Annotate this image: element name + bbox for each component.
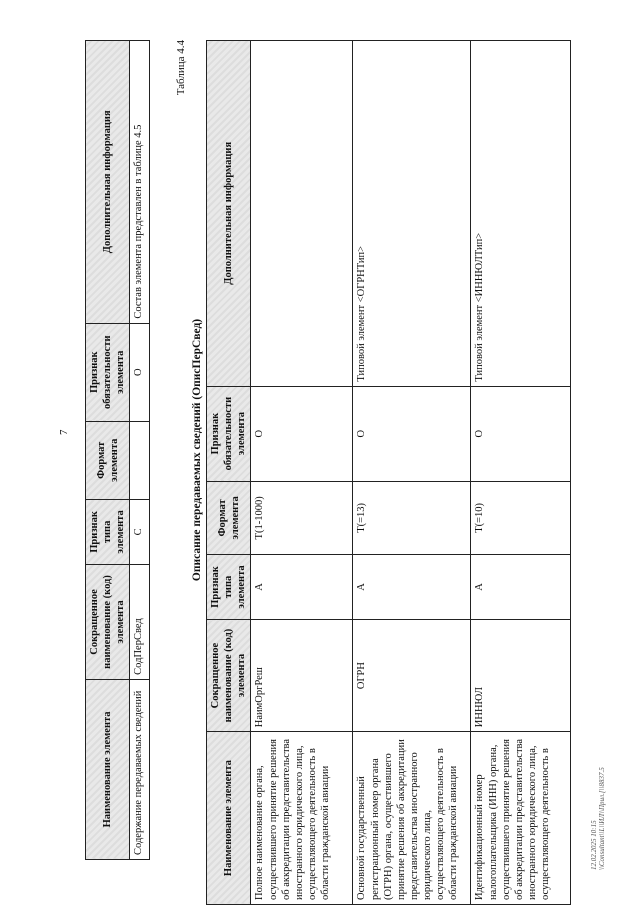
cell-info: Состав элемента представлен в таблице 4.5: [130, 41, 150, 324]
cell-format: T(=13): [353, 481, 471, 554]
cell-type: А: [251, 555, 353, 620]
cell-type: А: [471, 555, 571, 620]
cell-type: С: [130, 499, 150, 565]
cell-code: ОГРН: [353, 619, 471, 731]
cell-name: Полное наименование органа, осуществившего принятие решения об аккредитации представительства иностранного юридического лица, осуществляющего деятельность в области гражданской авиации: [251, 732, 353, 905]
cell-required: О: [471, 386, 571, 481]
header-info: Дополнительная информация: [207, 41, 251, 387]
cell-required: О: [251, 386, 353, 481]
header-format: Формат элемента: [86, 421, 130, 499]
cell-format: T(1-1000): [251, 481, 353, 554]
table-title: Описание передаваемых сведений (ОписПерСвед): [191, 318, 203, 582]
table-row: [471, 41, 571, 905]
header-format: Формат элемента: [207, 481, 251, 554]
header-code: Сокращенное наименование (код) элемента: [207, 619, 251, 731]
cell-format: T(=10): [471, 481, 571, 554]
table-number-label: Таблица 4.4: [175, 40, 187, 96]
table-header-row: [86, 41, 130, 860]
table-caption: [175, 40, 207, 860]
header-code: Сокращенное наименование (код) элемента: [86, 565, 130, 680]
table-bottom: [206, 40, 571, 905]
cell-code: НаимОргРеш: [251, 619, 353, 731]
cell-info: Типовой элемент <ОГРНТип>: [353, 41, 471, 387]
cell-info: [251, 41, 353, 387]
footer-stamp: [590, 610, 607, 870]
cell-name: Идентификационный номер налогоплательщика (ИНН) органа, осуществившего принятие решения об аккредитации представительства иностранного юридического лица, осуществляющего деятельность в: [471, 732, 571, 905]
cell-code: СодПерСвед: [130, 565, 150, 680]
header-required: Признак обязательности элемента: [207, 386, 251, 481]
table-header-row: [207, 41, 251, 905]
stamp-date: 12.02.2025 10:15: [590, 820, 598, 870]
cell-info: Типовой элемент <ИННЮЛТип>: [471, 41, 571, 387]
cell-name: Содержание передаваемых сведений: [130, 679, 150, 859]
header-name: Наименование элемента: [86, 679, 130, 859]
stamp-path: \\Consultant\\L\\ИЛ\\Прил.[\\8837.5: [598, 767, 607, 870]
cell-type: А: [353, 555, 471, 620]
page-number: 7: [58, 429, 70, 435]
table-row: [130, 41, 150, 860]
table-row: [251, 41, 353, 905]
header-name: Наименование элемента: [207, 732, 251, 905]
header-type: Признак типа элемента: [207, 555, 251, 620]
header-type: Признак типа элемента: [86, 499, 130, 565]
cell-code: ИННЮЛ: [471, 619, 571, 731]
header-info: Дополнительная информация: [86, 41, 130, 324]
header-required: Признак обязательности элемента: [86, 323, 130, 421]
cell-format: [130, 421, 150, 499]
table-top: [85, 40, 150, 860]
cell-name: Основной государственный регистрационный номер органа (ОГРН) органа, осуществившего принятие решения об аккредитации представительства иностранного юридического лица, осуществляющего деятельность в области гражданской авиации: [353, 732, 471, 905]
elements-table-continuation: [85, 40, 150, 860]
cell-required: О: [130, 323, 150, 421]
cell-required: О: [353, 386, 471, 481]
table-row: [353, 41, 471, 905]
transmitted-info-table: [206, 40, 571, 905]
